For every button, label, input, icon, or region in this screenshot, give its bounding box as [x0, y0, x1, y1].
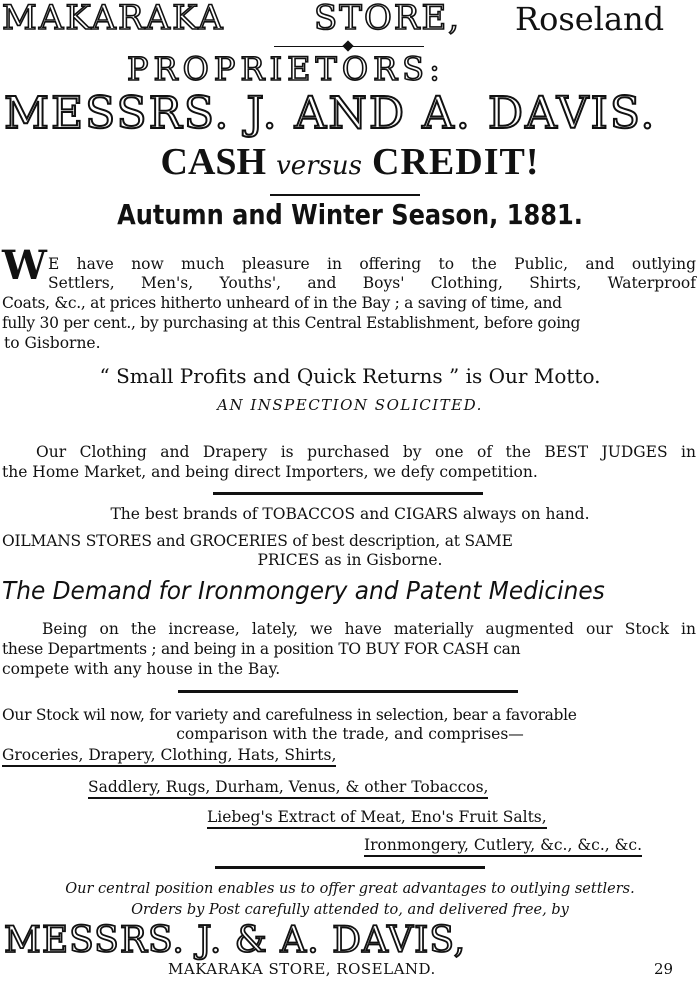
- orders-line: Orders by Post carefully attended to, and delivered free, by: [131, 902, 569, 918]
- items-rule: [215, 866, 485, 869]
- clothing-line-2: the Home Market, and being direct Importers, we defy competition.: [2, 463, 538, 481]
- demand-heading: The Demand for Ironmongery and Patent Medicines: [2, 576, 605, 605]
- tobacco-line: The best brands of TOBACCOS and CIGARS always on hand.: [110, 505, 590, 523]
- goods-item-4: Ironmongery, Cutlery, &c., &c., &c.: [364, 836, 642, 857]
- address-line: MAKARAKA STORE, ROSELAND.: [168, 960, 436, 978]
- increase-rule: [178, 690, 518, 693]
- intro-drop-cap: W: [2, 242, 47, 289]
- intro-line-2: Settlers, Men's, Youths', and Boys' Clothing, Shirts, Waterproof: [48, 274, 696, 292]
- versus-word: versus: [276, 151, 363, 181]
- intro-line-4: fully 30 per cent., by purchasing at this Central Establishment, before going: [2, 314, 581, 332]
- goods-item-2: Saddlery, Rugs, Durham, Venus, & other Tobaccos,: [88, 778, 488, 799]
- goods-item-3: Liebeg's Extract of Meat, Eno's Fruit Salts,: [207, 808, 547, 829]
- increase-line-2: these Departments ; and being in a position TO BUY FOR CASH can: [2, 640, 521, 658]
- store-location: Roseland: [515, 0, 665, 38]
- season-heading: Autumn and Winter Season, 1881.: [117, 198, 583, 231]
- store-word: STORE,: [314, 0, 462, 38]
- oilmans-line-2: PRICES as in Gisborne.: [257, 551, 443, 569]
- signature-line: MESSRS. J. & A. DAVIS,: [4, 920, 467, 961]
- season-top-rule: [270, 194, 420, 196]
- stock-line-2: comparison with the trade, and comprises—: [176, 725, 524, 743]
- increase-line-3: compete with any house in the Bay.: [2, 660, 281, 678]
- clothing-line-1: Our Clothing and Drapery is purchased by one of the BEST JUDGES in: [36, 443, 696, 461]
- owners-heading: MESSRS. J. AND A. DAVIS.: [4, 88, 657, 139]
- oilmans-line-1: OILMANS STORES and GROCERIES of best description, at SAME: [2, 532, 513, 550]
- intro-line-1: E have now much pleasure in offering to the Public, and outlying: [48, 255, 696, 273]
- proprietors-heading: PROPRIETORS:: [127, 50, 445, 88]
- cash-word: CASH: [160, 141, 267, 183]
- store-name: MAKARAKA: [2, 0, 225, 38]
- increase-line-1: Being on the increase, lately, we have materially augmented our Stock in: [42, 620, 696, 638]
- stock-line-1: Our Stock wil now, for variety and carefulness in selection, bear a favorable: [2, 706, 577, 724]
- intro-line-3: Coats, &c., at prices hitherto unheard of in the Bay ; a saving of time, and: [2, 294, 562, 312]
- page-number: 29: [654, 960, 674, 978]
- credit-word: CREDIT!: [372, 141, 540, 183]
- goods-item-1: Groceries, Drapery, Clothing, Hats, Shirts,: [2, 746, 336, 767]
- motto-line: “ Small Profits and Quick Returns ” is Our Motto.: [99, 364, 601, 388]
- intro-line-5: to Gisborne.: [4, 334, 101, 352]
- cash-credit-headline: [0, 140, 700, 184]
- position-line: Our central position enables us to offer great advantages to outlying settlers.: [65, 881, 635, 897]
- inspection-line: AN INSPECTION SOLICITED.: [217, 396, 483, 414]
- clothing-rule: [213, 492, 483, 495]
